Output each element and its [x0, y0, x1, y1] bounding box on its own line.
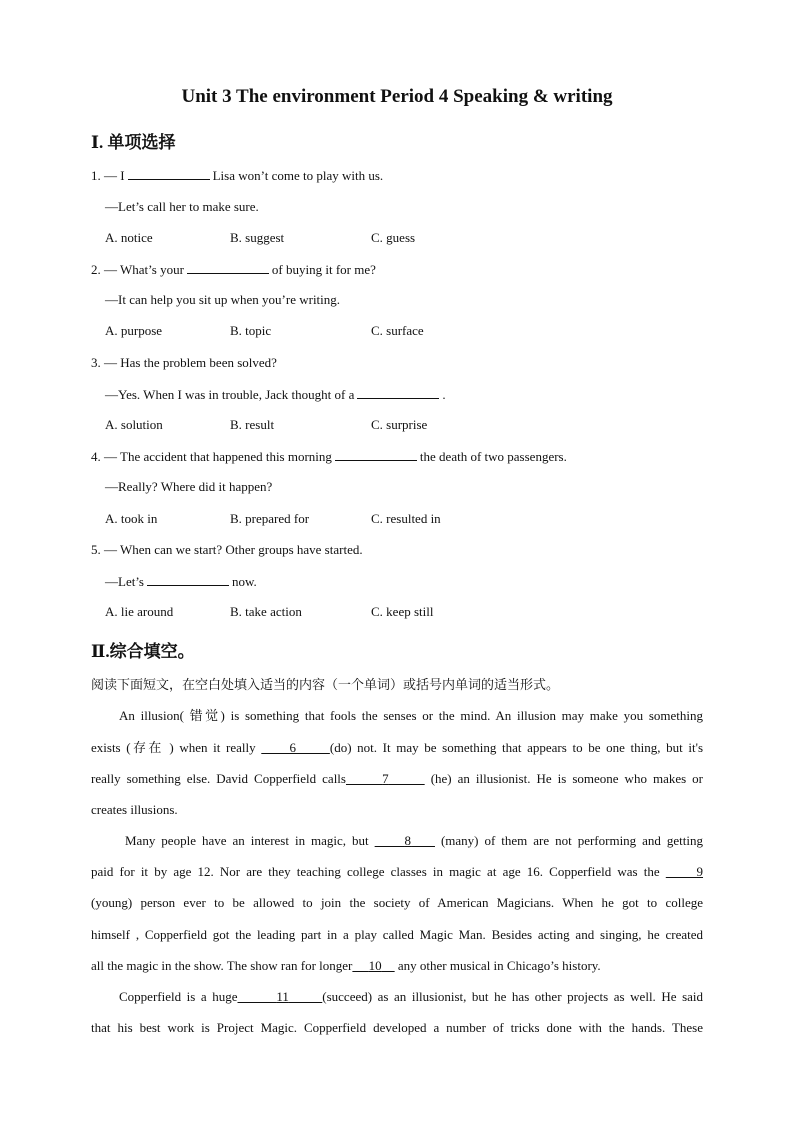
paragraph-line: paid for it by age 12. Nor are they teaching college classes in magic at age 16. Copperfield was the 9: [91, 864, 704, 879]
answer-blank[interactable]: [357, 386, 439, 399]
question-3-reply: —Yes. When I was in trouble, Jack thought of a .: [105, 387, 446, 402]
option-b[interactable]: B. result: [230, 417, 275, 432]
paragraph-line: An illusion( 错觉) is something that fools the senses or the mind. An illusion may make you something: [119, 708, 703, 723]
option-b[interactable]: B. prepared for: [230, 511, 310, 526]
option-b[interactable]: B. take action: [230, 604, 302, 619]
blank-number[interactable]: 6: [289, 740, 296, 755]
blank-number[interactable]: 7: [382, 771, 389, 786]
page-title: Unit 3 The environment Period 4 Speaking & writing: [181, 86, 613, 107]
answer-blank[interactable]: [335, 448, 417, 461]
blank-number[interactable]: 11: [276, 989, 289, 1004]
paragraph-line: all the magic in the show. The show ran for longer 10 any other musical in Chicago’s history.: [91, 958, 601, 973]
option-a[interactable]: A. solution: [105, 417, 163, 432]
question-1-reply: —Let’s call her to make sure.: [105, 199, 259, 214]
section-heading-cloze: Ⅱ.综合填空。: [91, 642, 195, 661]
answer-blank[interactable]: [187, 261, 269, 274]
option-a[interactable]: A. purpose: [105, 323, 163, 338]
option-a[interactable]: A. took in: [105, 511, 158, 526]
answer-blank[interactable]: [147, 573, 229, 586]
option-b[interactable]: B. topic: [230, 323, 272, 338]
question-2-reply: —It can help you sit up when you’re writing.: [105, 292, 341, 307]
option-c[interactable]: C. surprise: [371, 417, 428, 432]
paragraph-line: exists (存在 ) when it really 6 (do) not. It may be something that appears to be one thing, but it's: [91, 740, 704, 755]
cloze-instruction: 阅读下面短文，在空白处填入适当的内容（一个单词）或括号内单词的适当形式。: [91, 677, 560, 692]
paragraph-line: Copperfield is a huge 11 (succeed) as an illusionist, but he has other projects as well. He said: [119, 989, 704, 1004]
question-4-reply: —Really? Where did it happen?: [105, 479, 273, 494]
paragraph-line: really something else. David Copperfield calls 7 (he) an illusionist. He is someone who makes or: [91, 771, 704, 786]
paragraph-line: that his best work is Project Magic. Copperfield developed a number of tricks done with the hands. These: [91, 1020, 703, 1035]
option-c[interactable]: C. guess: [371, 230, 416, 245]
option-c[interactable]: C. keep still: [371, 604, 434, 619]
option-a[interactable]: A. notice: [105, 230, 153, 245]
option-a[interactable]: A. lie around: [105, 604, 174, 619]
blank-number[interactable]: 9: [696, 864, 704, 879]
option-c[interactable]: C. resulted in: [371, 511, 441, 526]
blank-number[interactable]: 8: [404, 833, 412, 848]
answer-blank[interactable]: [128, 167, 210, 180]
question-3-stem: 3. — Has the problem been solved?: [91, 355, 277, 370]
option-c[interactable]: C. surface: [371, 323, 424, 338]
paragraph-line: himself , Copperfield got the leading part in a play called Magic Man. Besides acting and singing, he created: [91, 927, 703, 942]
question-2-stem: 2. — What’s your of buying it for me?: [91, 262, 376, 277]
question-4-stem: 4. — The accident that happened this morning the death of two passengers.: [91, 449, 567, 464]
question-5-reply: —Let’s now.: [105, 574, 257, 589]
paragraph-line: (young) person ever to be allowed to join the society of American Magicians. When he got to college: [91, 895, 703, 910]
blank-number[interactable]: 10: [368, 958, 382, 973]
question-1-stem: 1. — I Lisa won’t come to play with us.: [91, 168, 384, 183]
paragraph-line: Many people have an interest in magic, but 8 (many) of them are not performing and getting: [125, 833, 704, 848]
section-heading-choice: Ⅰ. 单项选择: [91, 133, 176, 152]
option-b[interactable]: B. suggest: [230, 230, 285, 245]
paragraph-line: creates illusions.: [91, 802, 178, 817]
question-5-stem: 5. — When can we start? Other groups have started.: [91, 542, 363, 557]
